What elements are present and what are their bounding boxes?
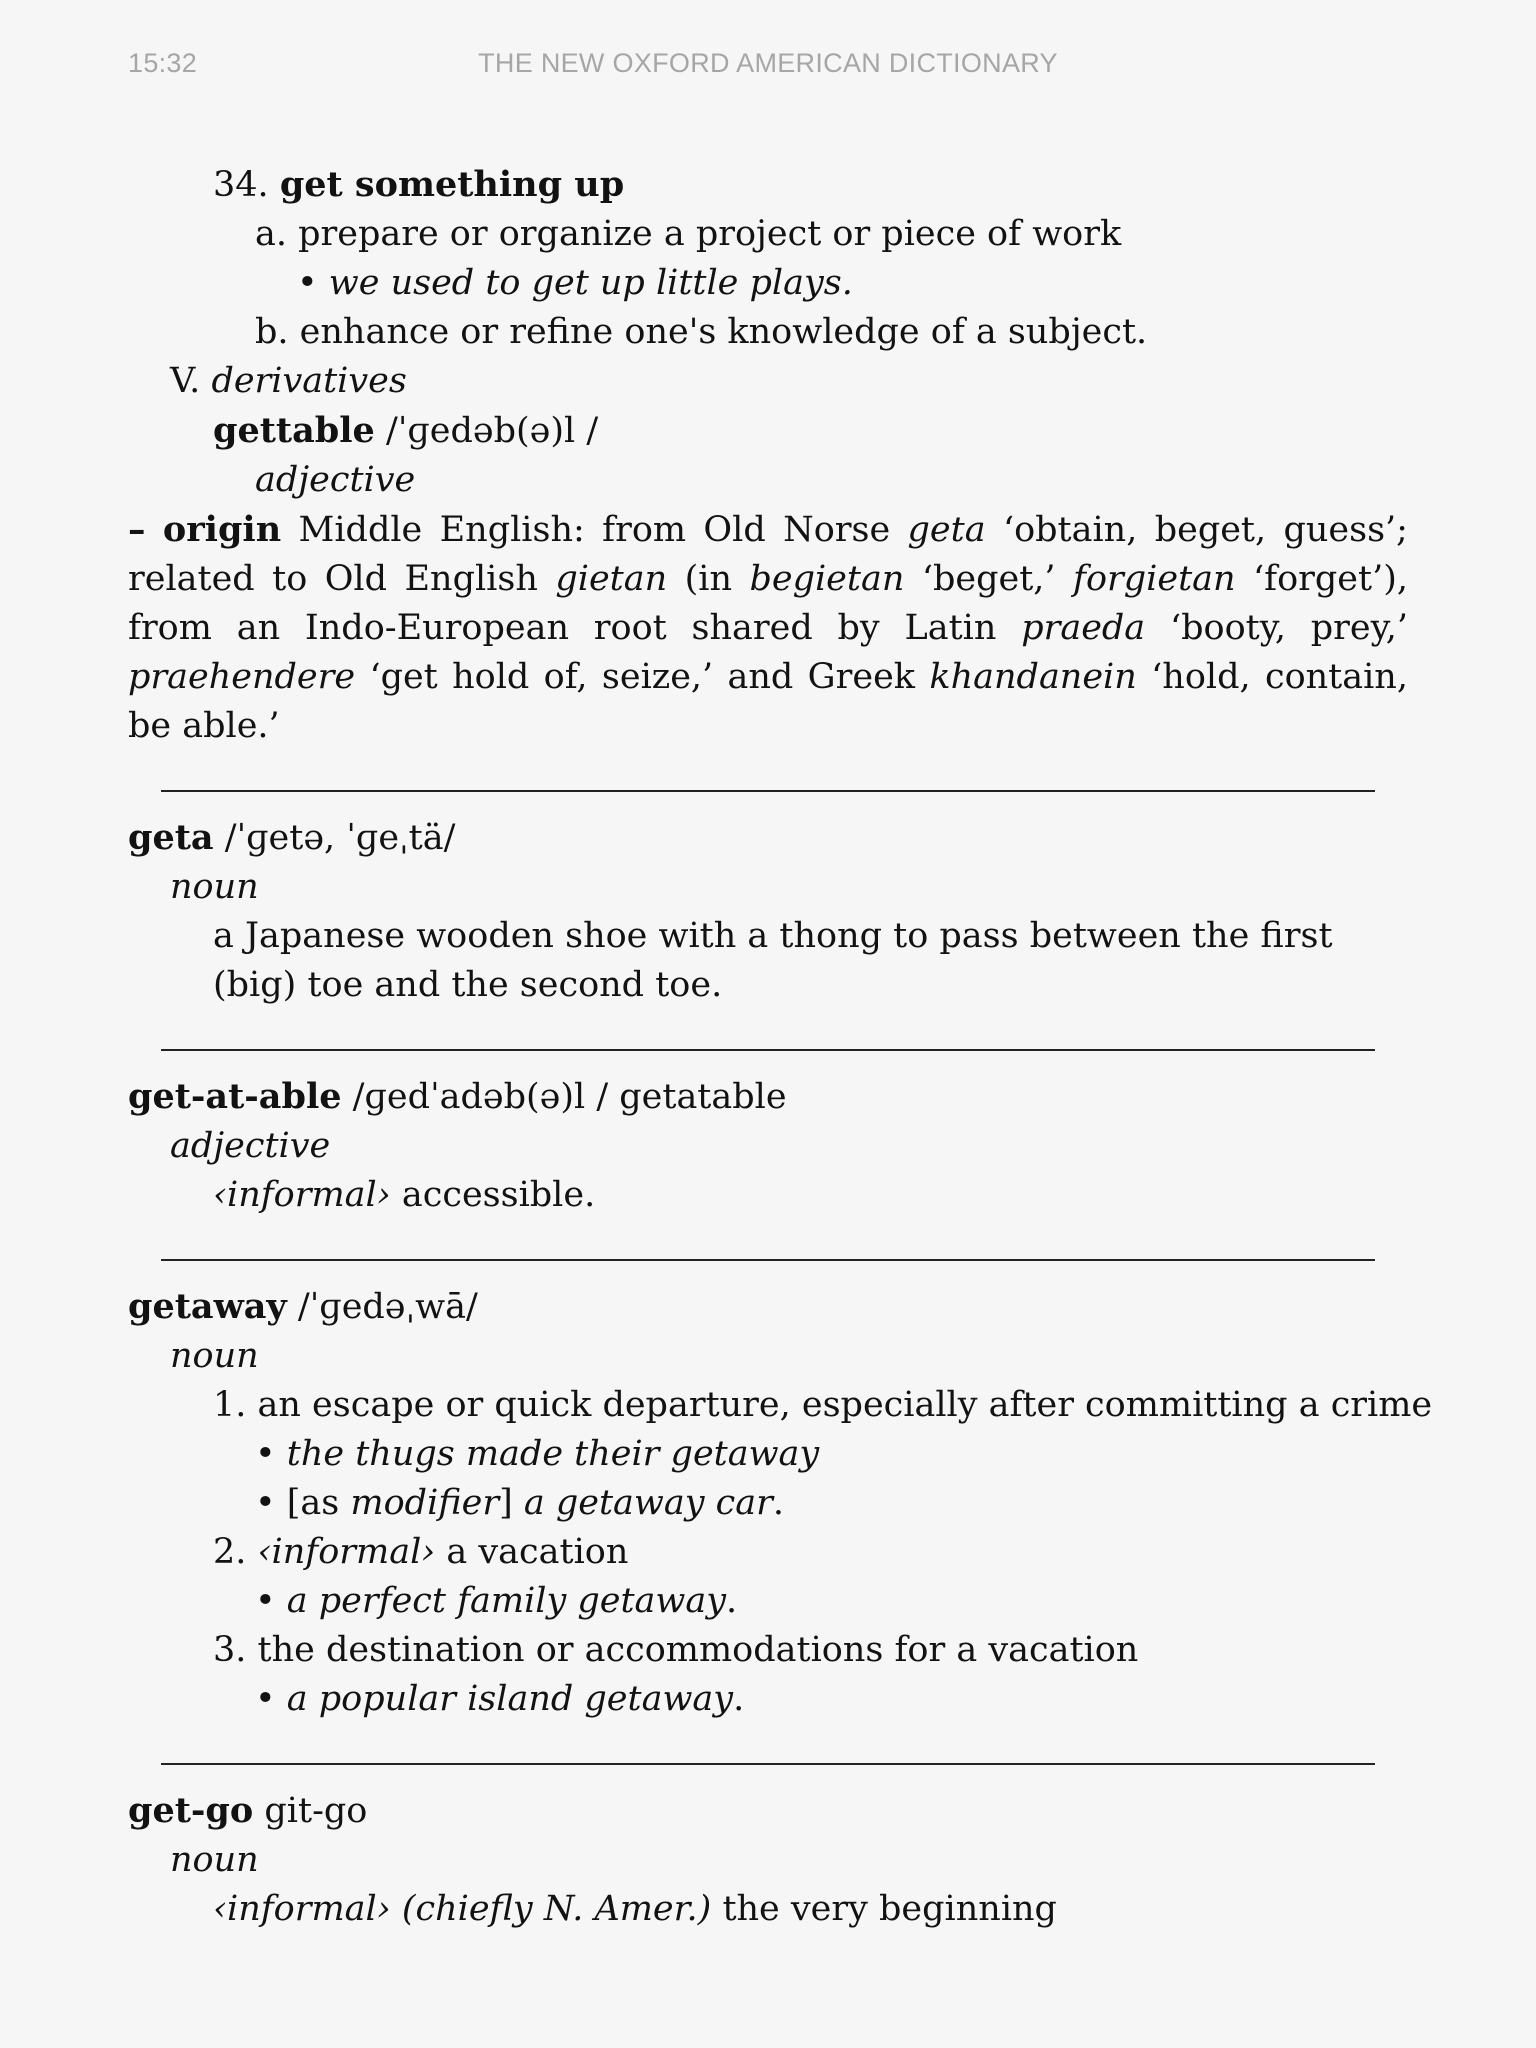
entry-header	[128, 813, 1408, 863]
part-of-speech: noun	[170, 1336, 259, 1376]
entry-get-go	[128, 1786, 1408, 1934]
derivative-pos: adjective	[255, 460, 416, 500]
sense-3-example: • a popular island getaway.	[255, 1679, 745, 1719]
dictionary-content	[128, 160, 1433, 1934]
top-status-bar	[0, 48, 1536, 88]
sense-34b: b. enhance or refine one's knowledge of a subject.	[255, 312, 1148, 352]
definition: ‹informal› accessible.	[213, 1175, 596, 1215]
pronunciation: /ˈɡedəb(ə)l /	[385, 411, 599, 451]
phrase-headword: get something up	[279, 164, 625, 205]
headword[interactable]: geta	[128, 817, 214, 858]
headword[interactable]: get-at-able	[128, 1076, 342, 1117]
sense-1-example: • the thugs made their getaway	[255, 1434, 820, 1474]
section-derivatives: V. derivatives	[170, 361, 407, 401]
sense-1-example: • [as modifier] a getaway car.	[255, 1483, 784, 1523]
entry-divider	[161, 790, 1375, 792]
register-label: ‹informal›	[213, 1175, 391, 1215]
register-label: ‹informal›	[257, 1532, 436, 1572]
clock-time: 15:32	[128, 48, 198, 78]
part-of-speech: noun	[170, 867, 259, 907]
sense-34a: a. prepare or organize a project or piece of work	[255, 214, 1122, 254]
pronunciation: /ɡedˈadəb(ə)l / getatable	[352, 1077, 787, 1117]
part-of-speech: adjective	[170, 1126, 331, 1166]
pronunciation: /ˈɡedəˌwā/	[297, 1287, 478, 1327]
variant-spelling: git-go	[264, 1791, 368, 1831]
origin-label: origin	[162, 509, 282, 550]
derivative-entry	[128, 406, 1408, 456]
part-of-speech: noun	[170, 1840, 259, 1880]
sense-34a-example: • we used to get up little plays.	[297, 263, 853, 303]
entry-header	[128, 1072, 1408, 1122]
sense-2: 2. ‹informal› a vacation	[213, 1532, 629, 1572]
pronunciation: /ˈɡetə, ˈɡeˌtä/	[224, 818, 456, 858]
derivative-word[interactable]: gettable	[213, 410, 375, 451]
sense-2-example: • a perfect family getaway.	[255, 1581, 738, 1621]
region-label: (chiefly N. Amer.)	[401, 1889, 712, 1929]
entry-divider	[161, 1259, 1375, 1261]
entry-header	[128, 1282, 1408, 1332]
definition: a Japanese wooden shoe with a thong to pass between the first (big) toe and the second toe.	[213, 916, 1333, 1005]
etymology-origin: – origin Middle English: from Old Norse geta ‘obtain, beget, guess’; related to Old English gietan (in begietan ‘beget,’ forgietan ‘forget’), from an Indo-European root shared by Latin praeda ‘booty, prey,’ praehendere ‘get hold of, seize,’ and Greek khandanein ‘hold, contain, be able.’	[128, 509, 1408, 746]
entry-divider	[161, 1763, 1375, 1765]
register-label: ‹informal›	[213, 1889, 391, 1929]
definition: ‹informal› (chiefly N. Amer.) the very beginning	[213, 1889, 1057, 1929]
headword[interactable]: get-go	[128, 1790, 254, 1831]
entry-getaway	[128, 1282, 1433, 1724]
entry-header	[128, 1786, 1408, 1836]
sense-3: 3. the destination or accommodations for a vacation	[213, 1630, 1139, 1670]
sense-1: 1. an escape or quick departure, especially after committing a crime	[213, 1385, 1433, 1425]
sense-34: 34. get something up	[213, 164, 625, 205]
entry-divider	[161, 1049, 1375, 1051]
book-title: THE NEW OXFORD AMERICAN DICTIONARY	[478, 48, 1058, 78]
entry-get-at-able	[128, 1072, 1408, 1220]
headword[interactable]: getaway	[128, 1286, 287, 1327]
entry-geta	[128, 813, 1408, 1010]
